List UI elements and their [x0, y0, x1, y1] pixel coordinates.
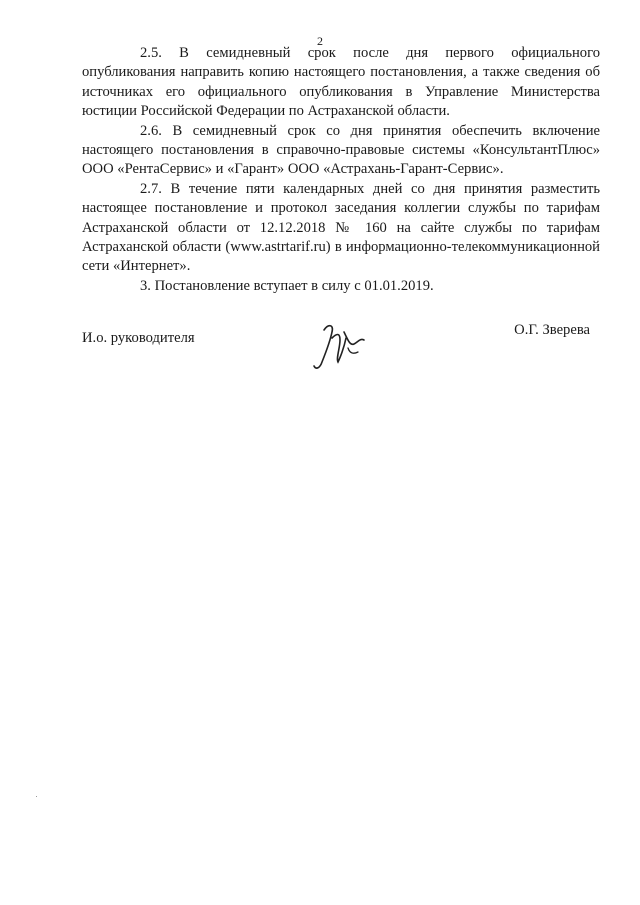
page-number: 2 [317, 34, 323, 48]
document-body [82, 44, 600, 296]
signatory-title: И.о. руководителя [82, 330, 195, 346]
signatory-name: О.Г. Зверева [514, 322, 590, 338]
paragraph-2-5: 2.5. В семидневный срок после дня первого официального опубликования направить копию настоящего постановления, а также сведения об источниках его официального опубликования в Управление Министерства юстиции Российской Федерации по Астраханской области. [82, 45, 600, 120]
scan-speck [36, 796, 37, 797]
paragraph-2-6: 2.6. В семидневный срок со дня принятия обеспечить включение настоящего постановления в справочно-правовые системы «КонсультантПлюс» ООО «РентаСервис» и «Гарант» ООО «Астрахань-Гарант-Сервис». [82, 122, 600, 178]
paragraph-3: 3. Постановление вступает в силу с 01.01.2019. [140, 277, 434, 294]
paragraph-2-7: 2.7. В течение пяти календарных дней со дня принятия разместить настоящее постановление и протокол заседания коллегии службы по тарифам Астраханской области от 12.12.2018 № 160 на сайте службы по тарифам Астраханской области (www.astrtarif.ru) в информационно-телекоммуникационной сети «Интернет». [82, 180, 600, 275]
signature-block [82, 318, 600, 378]
handwritten-signature [310, 318, 370, 374]
